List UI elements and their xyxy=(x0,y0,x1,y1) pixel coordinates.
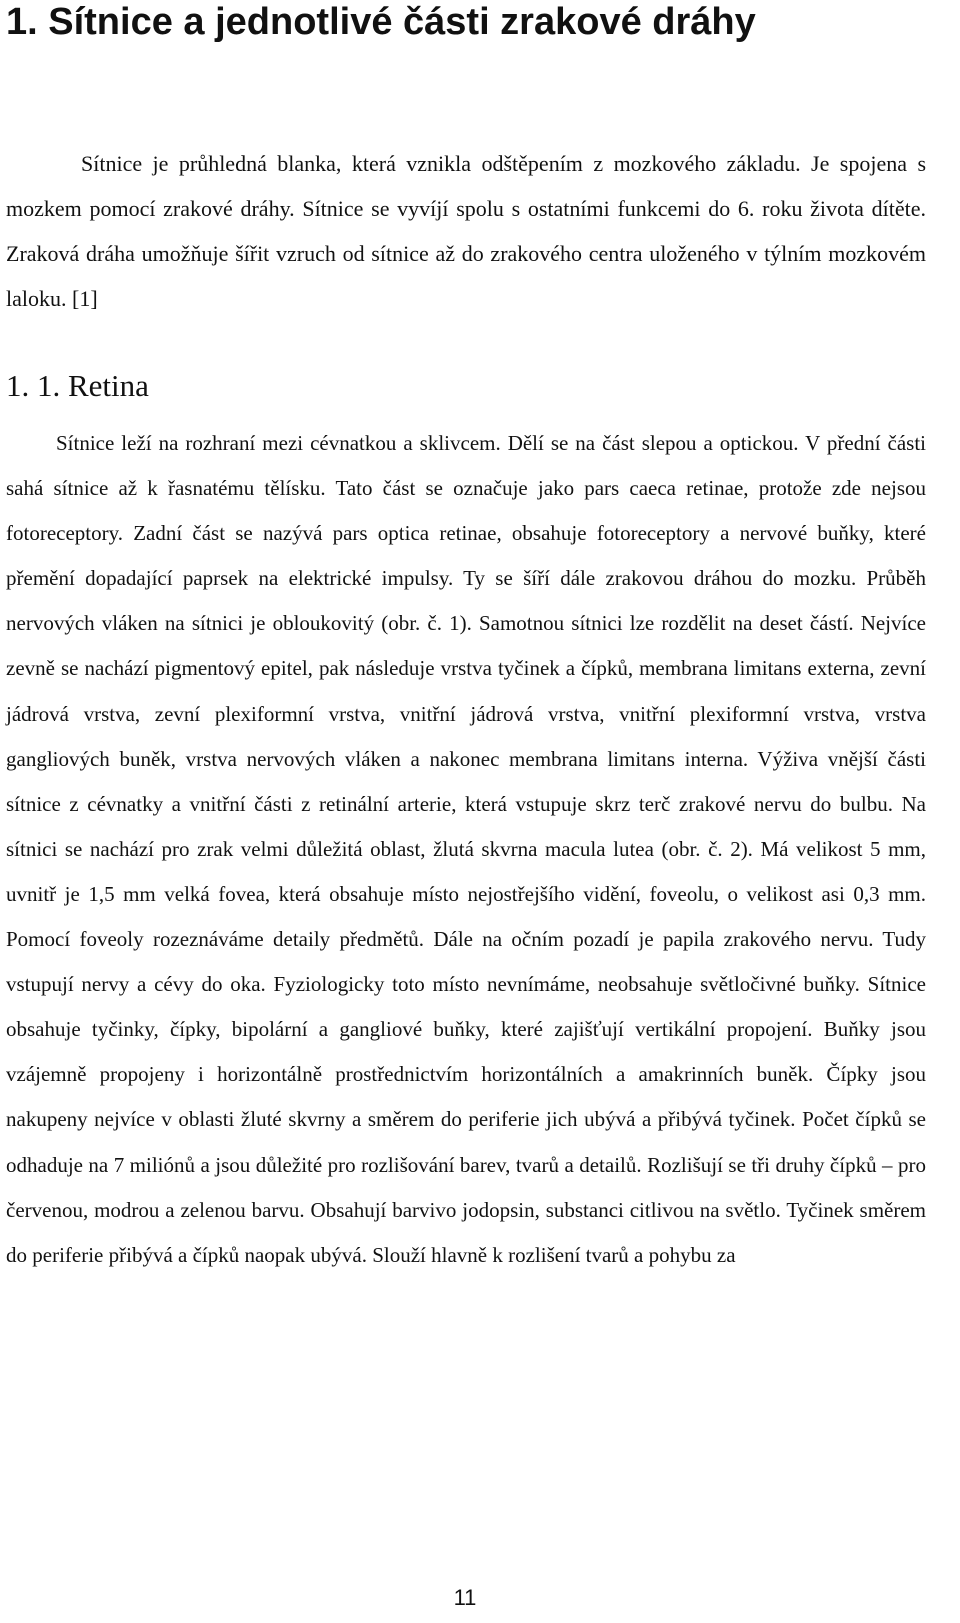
chapter-title: 1. Sítnice a jednotlivé části zrakové dráhy xyxy=(6,1,756,43)
page-number: 11 xyxy=(453,1585,477,1610)
retina-paragraph: Sítnice leží na rozhraní mezi cévnatkou a sklivcem. Dělí se na část slepou a optickou. V přední části sahá sítnice až k řasnatému tělísku. Tato část se označuje jako pars caeca retinae, protože zde nejsou fotoreceptory. Zadní část se nazývá pars optica retinae, obsahuje fotoreceptory a nervové buňky, které přemění dopadající paprsek na elektrické impulsy. Ty se šíří dále zrakovou dráhou do mozku. Průběh nervových vláken na sítnici je obloukovitý (obr. č. 1). Samotnou sítnici lze rozdělit na deset částí. Nejvíce zevně se nachází pigmentový epitel, pak následuje vrstva tyčinek a čípků, membrana limitans externa, zevní jádrová vrstva, zevní plexiformní vrstva, vnitřní jádrová vrstva, vnitřní plexiformní vrstva, vrstva gangliových buněk, vrstva nervových vláken a nakonec membrana limitans interna. Výživa vnější části sítnice z cévnatky a vnitřní části z retinální arterie, která vstupuje skrz terč zrakové nervu do bulbu. Na sítnici se nachází pro zrak velmi důležitá oblast, žlutá skvrna macula lutea (obr. č. 2). Má velikost 5 mm, uvnitř je 1,5 mm velká fovea, která obsahuje místo nejostřejšího vidění, foveolu, o velikost asi 0,3 mm. Pomocí foveoly rozeznáváme detaily předmětů. Dále na očním pozadí je papila zrakového nervu. Tudy vstupují nervy a cévy do oka. Fyziologicky toto místo nevnímáme, neobsahuje světločivné buňky. Sítnice obsahuje tyčinky, čípky, bipolární a gangliové buňky, které zajišťují vertikální propojení. Buňky jsou vzájemně propojeny i horizontálně prostřednictvím horizontálních a amakrinních buněk. Čípky jsou nakupeny nejvíce v oblasti žluté skvrny a směrem do periferie jich ubývá a přibývá tyčinek. Počet čípků se odhaduje na 7 miliónů a jsou důležité pro rozlišování barev, tvarů a detailů. Rozlišují se tři druhy čípků – pro červenou, modrou a zelenou barvu. Obsahují barvivo jodopsin, substanci citlivou na světlo. Tyčinek směrem do periferie přibývá a čípků naopak ubývá. Slouží hlavně k rozlišení tvarů a pohybu za xyxy=(6,431,926,1267)
section-title: 1. 1. Retina xyxy=(6,368,149,403)
intro-paragraph: Sítnice je průhledná blanka, která vznikla odštěpením z mozkového základu. Je spojena s mozkem pomocí zrakové dráhy. Sítnice se vyvíjí spolu s ostatními funkcemi do 6. roku života dítěte. Zraková dráha umožňuje šířit vzruch od sítnice až do zrakového centra uloženého v týlním mozkovém laloku. [1] xyxy=(6,151,926,311)
